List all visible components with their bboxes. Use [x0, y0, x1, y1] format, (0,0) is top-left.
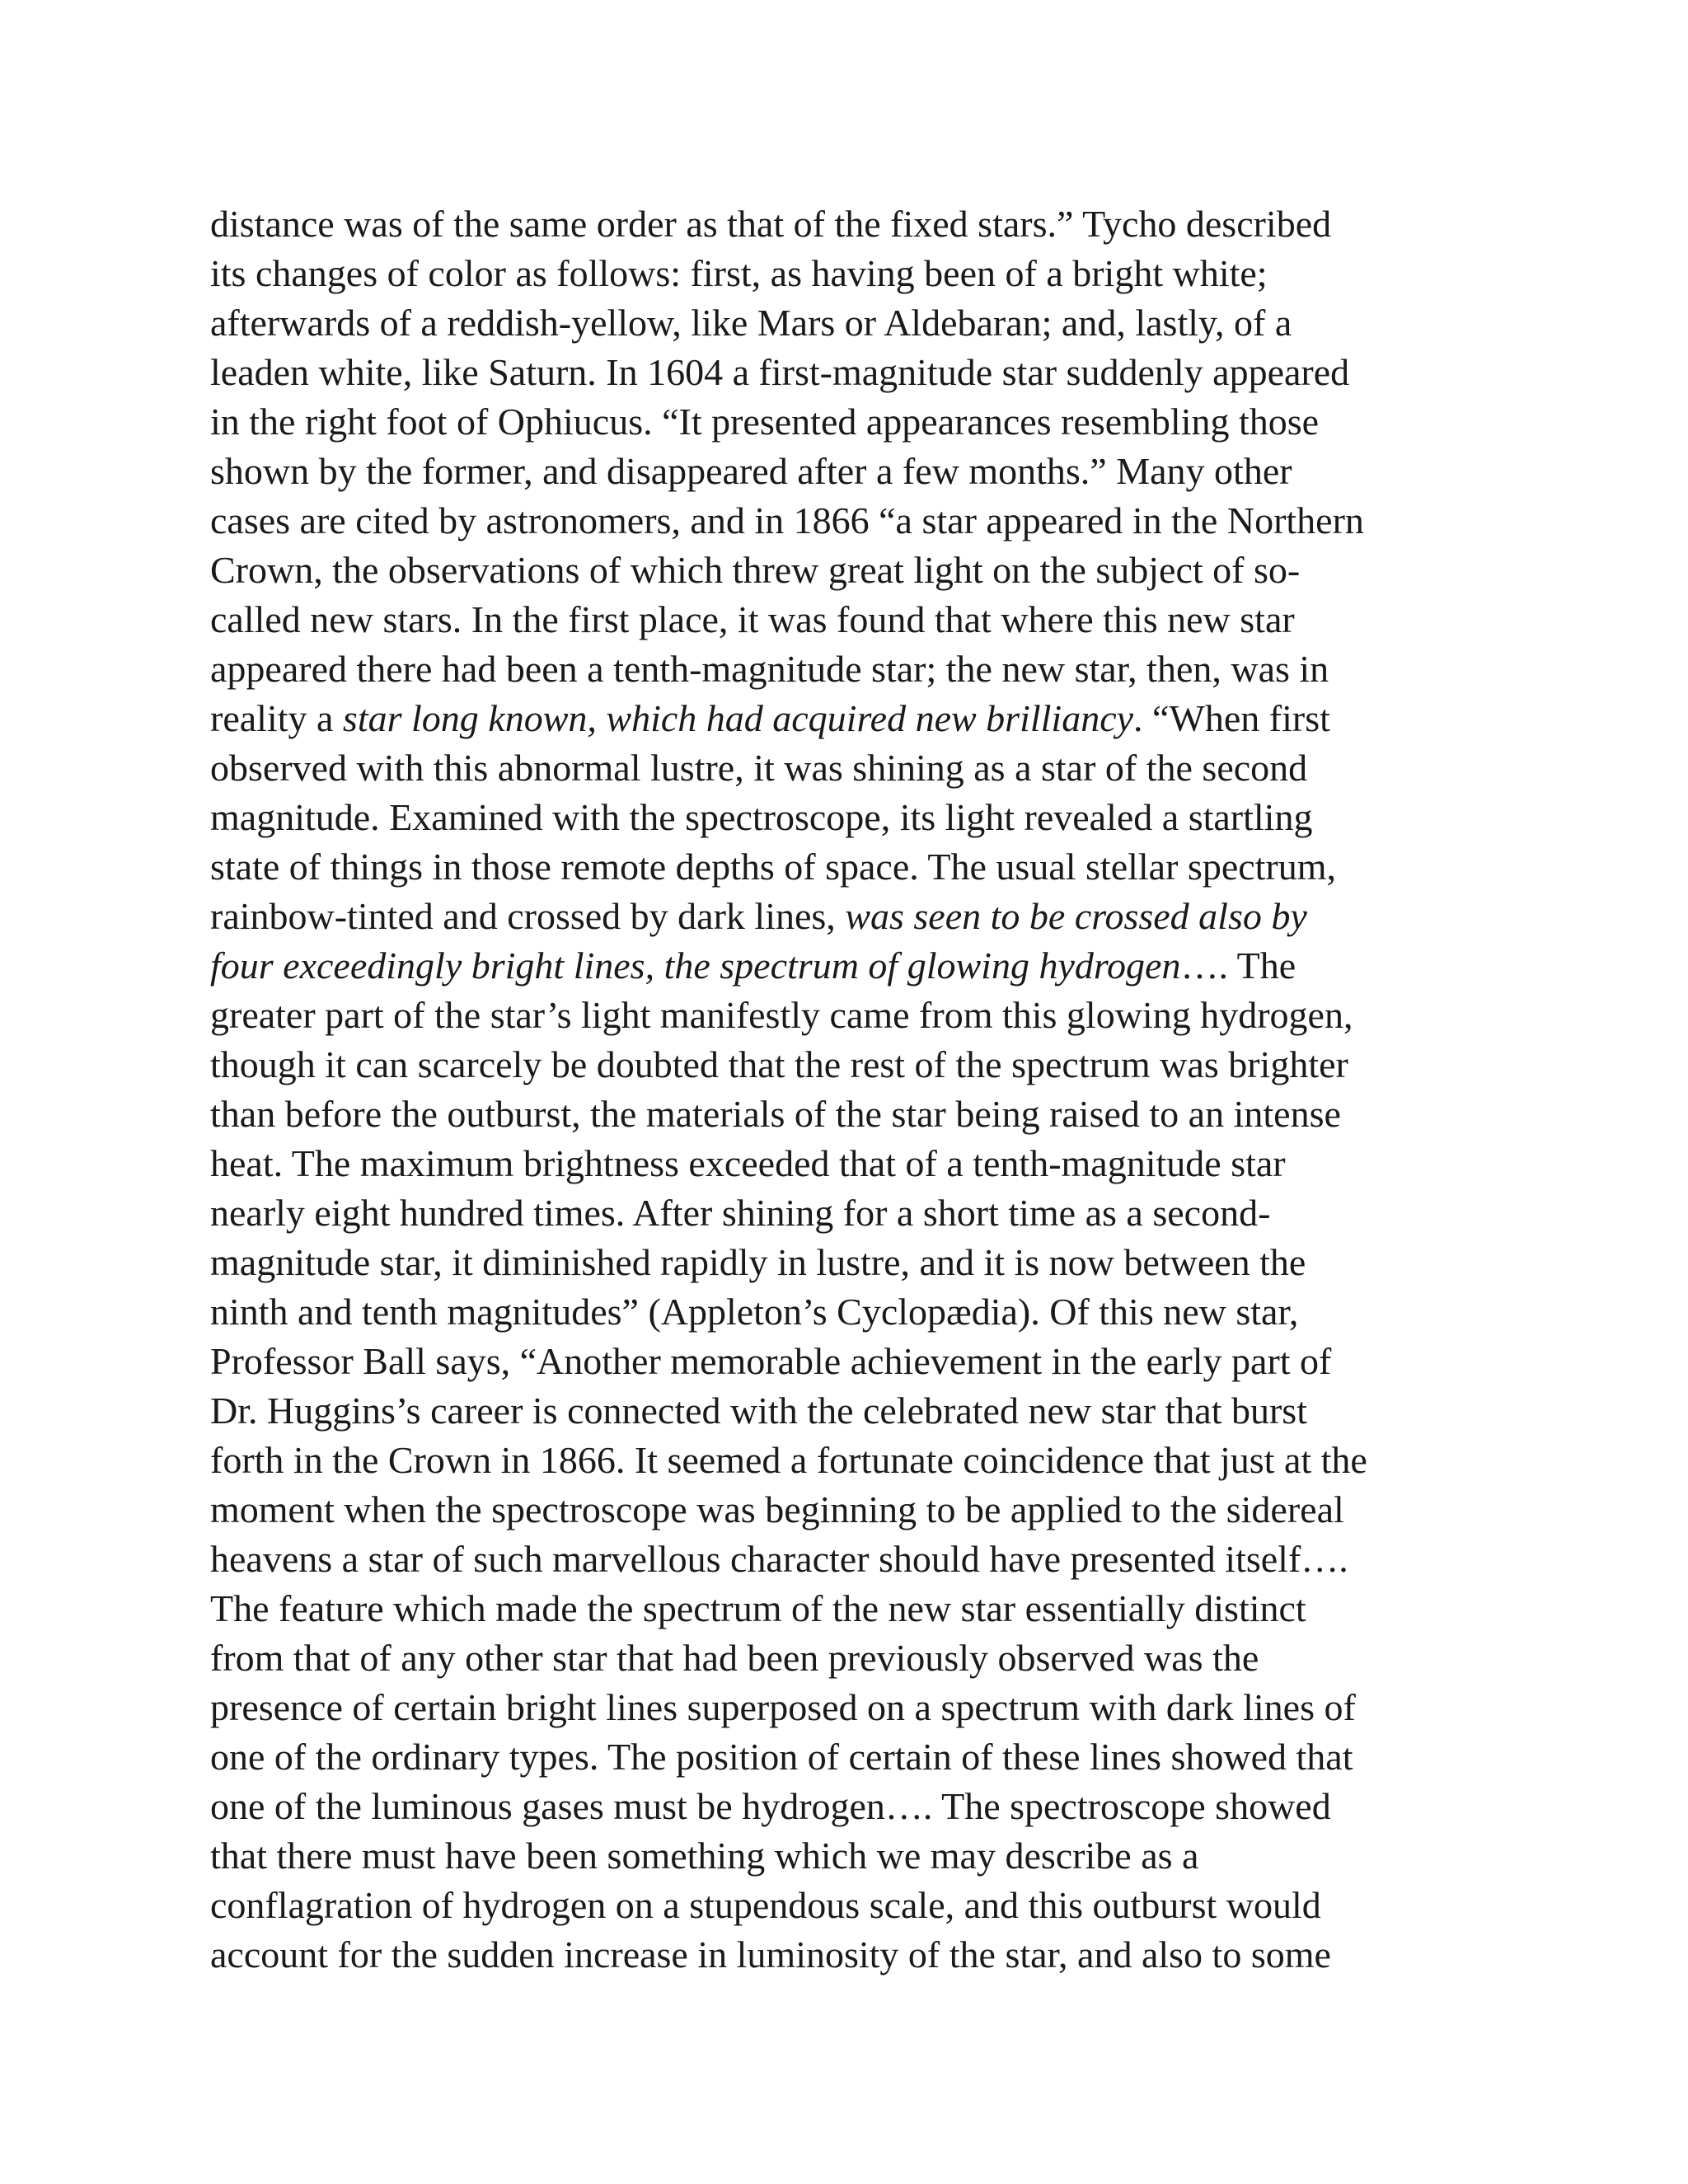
text-line	[210, 1782, 1496, 1831]
text-line	[210, 1090, 1496, 1139]
text-run: …. The	[1180, 944, 1296, 987]
text-run: observed with this abnormal lustre, it was shining as a star of the second	[210, 747, 1308, 789]
text-run: Dr. Huggins’s career is connected with the celebrated new star that burst	[210, 1390, 1307, 1432]
text-run: Crown, the observations of which threw great light on the subject of so-	[210, 549, 1301, 591]
text-run: . “When first	[1133, 697, 1330, 739]
text-line	[210, 1436, 1496, 1485]
document-page	[210, 199, 1496, 1980]
text-run: cases are cited by astronomers, and in 1866 “a star appeared in the Northern	[210, 499, 1364, 541]
text-line	[210, 595, 1496, 644]
italic-text-run: star long known, which had acquired new brilliancy	[342, 697, 1134, 739]
text-run: its changes of color as follows: first, as having been of a bright white;	[210, 252, 1268, 294]
text-run: rainbow-tinted and crossed by dark lines,	[210, 895, 846, 937]
text-line	[210, 447, 1496, 496]
text-run: magnitude. Examined with the spectroscope, its light revealed a startling	[210, 796, 1313, 838]
text-run: one of the luminous gases must be hydrogen…. The spectroscope showed	[210, 1785, 1331, 1827]
text-line	[210, 496, 1496, 546]
text-run: The feature which made the spectrum of the new star essentially distinct	[210, 1587, 1306, 1629]
text-line	[210, 348, 1496, 397]
text-line	[210, 644, 1496, 694]
text-run: forth in the Crown in 1866. It seemed a fortunate coincidence that just at the	[210, 1439, 1367, 1481]
text-line	[210, 892, 1496, 941]
text-line	[210, 991, 1496, 1040]
text-run: state of things in those remote depths of space. The usual stellar spectrum,	[210, 846, 1337, 888]
text-run: magnitude star, it diminished rapidly in lustre, and it is now between the	[210, 1241, 1306, 1283]
text-line	[210, 1040, 1496, 1090]
text-run: conflagration of hydrogen on a stupendous scale, and this outburst would	[210, 1884, 1321, 1926]
text-line	[210, 1386, 1496, 1436]
text-run: leaden white, like Saturn. In 1604 a first-magnitude star suddenly appeared	[210, 351, 1350, 393]
text-line	[210, 1831, 1496, 1881]
text-run: than before the outburst, the materials of the star being raised to an intense	[210, 1093, 1341, 1135]
text-line	[210, 1535, 1496, 1584]
text-line	[210, 1188, 1496, 1238]
text-line	[210, 1584, 1496, 1633]
text-line	[210, 1337, 1496, 1386]
text-run: called new stars. In the first place, it was found that where this new star	[210, 598, 1295, 640]
text-run: that there must have been something which we may describe as a	[210, 1835, 1199, 1877]
text-line	[210, 1485, 1496, 1535]
text-line	[210, 694, 1496, 743]
text-run: one of the ordinary types. The position of certain of these lines showed that	[210, 1736, 1353, 1778]
italic-text-run: four exceedingly bright lines, the spectrum of glowing hydrogen	[210, 944, 1181, 987]
text-line	[210, 397, 1496, 447]
text-run: in the right foot of Ophiucus. “It presented appearances resembling those	[210, 401, 1320, 443]
text-run: ninth and tenth magnitudes” (Appleton’s Cyclopædia). Of this new star,	[210, 1291, 1299, 1333]
text-line	[210, 546, 1496, 595]
text-run: presence of certain bright lines superposed on a spectrum with dark lines of	[210, 1686, 1356, 1728]
text-line	[210, 842, 1496, 892]
text-line	[210, 793, 1496, 842]
text-run: heat. The maximum brightness exceeded that of a tenth-magnitude star	[210, 1142, 1286, 1184]
text-line	[210, 249, 1496, 298]
text-line	[210, 1683, 1496, 1732]
text-run: appeared there had been a tenth-magnitude star; the new star, then, was in	[210, 648, 1329, 690]
text-line	[210, 1732, 1496, 1782]
text-run: reality a	[210, 697, 343, 739]
text-run: moment when the spectroscope was beginning to be applied to the sidereal	[210, 1488, 1344, 1530]
text-line	[210, 199, 1496, 249]
text-run: account for the sudden increase in luminosity of the star, and also to some	[210, 1933, 1331, 1975]
text-run: distance was of the same order as that of the fixed stars.” Tycho described	[210, 203, 1332, 245]
italic-text-run: was seen to be crossed also by	[845, 895, 1307, 937]
text-line	[210, 1139, 1496, 1188]
text-line	[210, 743, 1496, 793]
text-run: nearly eight hundred times. After shining for a short time as a second-	[210, 1192, 1271, 1234]
text-run: afterwards of a reddish-yellow, like Mars or Aldebaran; and, lastly, of a	[210, 302, 1292, 344]
text-run: from that of any other star that had been previously observed was the	[210, 1637, 1259, 1679]
text-line	[210, 1930, 1496, 1980]
text-line	[210, 1238, 1496, 1287]
text-line	[210, 1287, 1496, 1337]
text-run: heavens a star of such marvellous character should have presented itself….	[210, 1538, 1348, 1580]
text-line	[210, 941, 1496, 991]
text-line	[210, 1633, 1496, 1683]
text-run: shown by the former, and disappeared after a few months.” Many other	[210, 450, 1292, 492]
text-run: greater part of the star’s light manifestly came from this glowing hydrogen,	[210, 994, 1353, 1036]
text-line	[210, 1881, 1496, 1930]
text-run: Professor Ball says, “Another memorable achievement in the early part of	[210, 1340, 1332, 1382]
text-line	[210, 298, 1496, 348]
text-run: though it can scarcely be doubted that the rest of the spectrum was brighter	[210, 1043, 1348, 1085]
